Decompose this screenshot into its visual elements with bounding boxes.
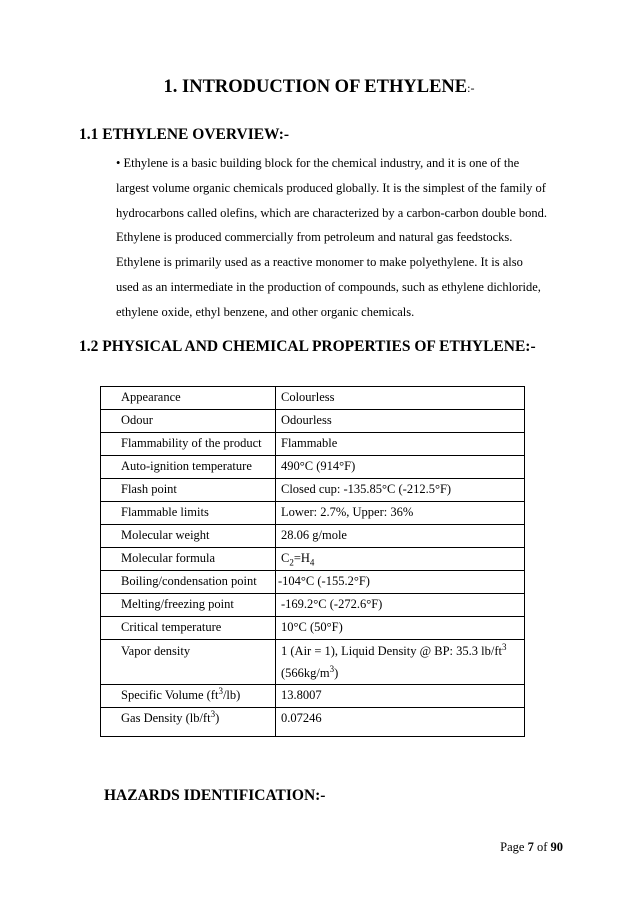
property-value: 28.06 g/mole <box>276 525 525 548</box>
prop-part: /lb) <box>222 688 241 702</box>
property-value: Colourless <box>276 387 525 410</box>
page-mid: of <box>533 840 551 854</box>
formula-subscript: 4 <box>309 557 315 568</box>
property-name: Melting/freezing point <box>101 594 276 617</box>
property-name-specific-volume <box>101 685 276 708</box>
value-part: 1 (Air = 1), Liquid Density @ BP: 35.3 lb/ft <box>281 644 502 658</box>
section-heading-hazards: HAZARDS IDENTIFICATION:- <box>104 787 326 804</box>
prop-part: Gas Density (lb/ft <box>121 711 211 725</box>
property-value: Lower: 2.7%, Upper: 36% <box>276 502 525 525</box>
property-value: -104°C (-155.2°F) <box>276 571 525 594</box>
property-value: Odourless <box>276 410 525 433</box>
table-row <box>101 594 525 617</box>
property-name: Appearance <box>101 387 276 410</box>
table-row <box>101 456 525 479</box>
table-row <box>101 685 525 708</box>
paragraph-line: Ethylene is produced commercially from petroleum and natural gas feedstocks. <box>116 230 513 245</box>
title-suffix: :- <box>467 81 475 95</box>
property-value: -169.2°C (-272.6°F) <box>276 594 525 617</box>
property-name: Vapor density <box>101 640 276 685</box>
table-row <box>101 571 525 594</box>
property-value: 13.8007 <box>276 685 525 708</box>
table-row <box>101 525 525 548</box>
overview-paragraph <box>116 151 546 325</box>
table-row <box>101 617 525 640</box>
property-name: Odour <box>101 410 276 433</box>
property-name-gas-density <box>101 708 276 737</box>
prop-superscript: 3 <box>210 708 216 719</box>
table-row <box>101 708 525 737</box>
property-value-formula <box>276 548 525 571</box>
table-row <box>101 410 525 433</box>
table-row <box>101 387 525 410</box>
title-main: 1. INTRODUCTION OF ETHYLENE <box>163 77 468 97</box>
property-value: 10°C (50°F) <box>276 617 525 640</box>
prop-superscript: 3 <box>218 685 223 696</box>
property-value: Flammable <box>276 433 525 456</box>
formula-subscript: 2 <box>289 557 294 568</box>
properties-table <box>100 386 525 737</box>
property-name: Flammable limits <box>101 502 276 525</box>
property-name: Flammability of the product <box>101 433 276 456</box>
property-value-vapor <box>276 640 525 685</box>
page-number <box>500 840 563 855</box>
table-row <box>101 433 525 456</box>
prop-part: Specific Volume (ft <box>121 688 219 702</box>
value-part: (566kg/m <box>281 666 330 680</box>
table-row <box>101 502 525 525</box>
prop-part: ) <box>215 711 220 725</box>
formula-part: C <box>281 551 290 565</box>
page-total: 90 <box>550 840 563 854</box>
property-name: Molecular weight <box>101 525 276 548</box>
table-row <box>101 640 525 685</box>
property-value: 490°C (914°F) <box>276 456 525 479</box>
section-heading-overview: 1.1 ETHYLENE OVERVIEW:- <box>79 126 290 143</box>
property-value: Closed cup: -135.85°C (-212.5°F) <box>276 479 525 502</box>
paragraph-line: Ethylene is primarily used as a reactive monomer to make polyethylene. It is also <box>116 255 523 270</box>
page-title <box>0 77 638 98</box>
paragraph-line: largest volume organic chemicals produced globally. It is the simplest of the family of <box>116 180 546 195</box>
paragraph-line: ethylene oxide, ethyl benzene, and other organic chemicals. <box>116 304 415 319</box>
formula-part: =H <box>293 551 310 565</box>
table-row <box>101 479 525 502</box>
section-heading-properties: 1.2 PHYSICAL AND CHEMICAL PROPERTIES OF ETHYLENE:- <box>79 338 536 355</box>
value-superscript: 3 <box>501 641 507 652</box>
property-name: Boiling/condensation point <box>101 571 276 594</box>
property-value: 0.07246 <box>276 708 525 737</box>
property-name: Critical temperature <box>101 617 276 640</box>
paragraph-line: • Ethylene is a basic building block for the chemical industry, and it is one of the <box>116 156 520 170</box>
paragraph-line: hydrocarbons called olefins, which are characterized by a carbon-carbon double bond. <box>116 205 548 220</box>
property-name: Molecular formula <box>101 548 276 571</box>
value-part: ) <box>334 666 339 680</box>
paragraph-line: used as an intermediate in the production of compounds, such as ethylene dichloride, <box>116 279 541 294</box>
page-current: 7 <box>527 840 534 854</box>
table-row <box>101 548 525 571</box>
value-superscript: 3 <box>329 663 335 674</box>
property-name: Flash point <box>101 479 276 502</box>
page-prefix: Page <box>500 840 528 854</box>
property-name: Auto-ignition temperature <box>101 456 276 479</box>
